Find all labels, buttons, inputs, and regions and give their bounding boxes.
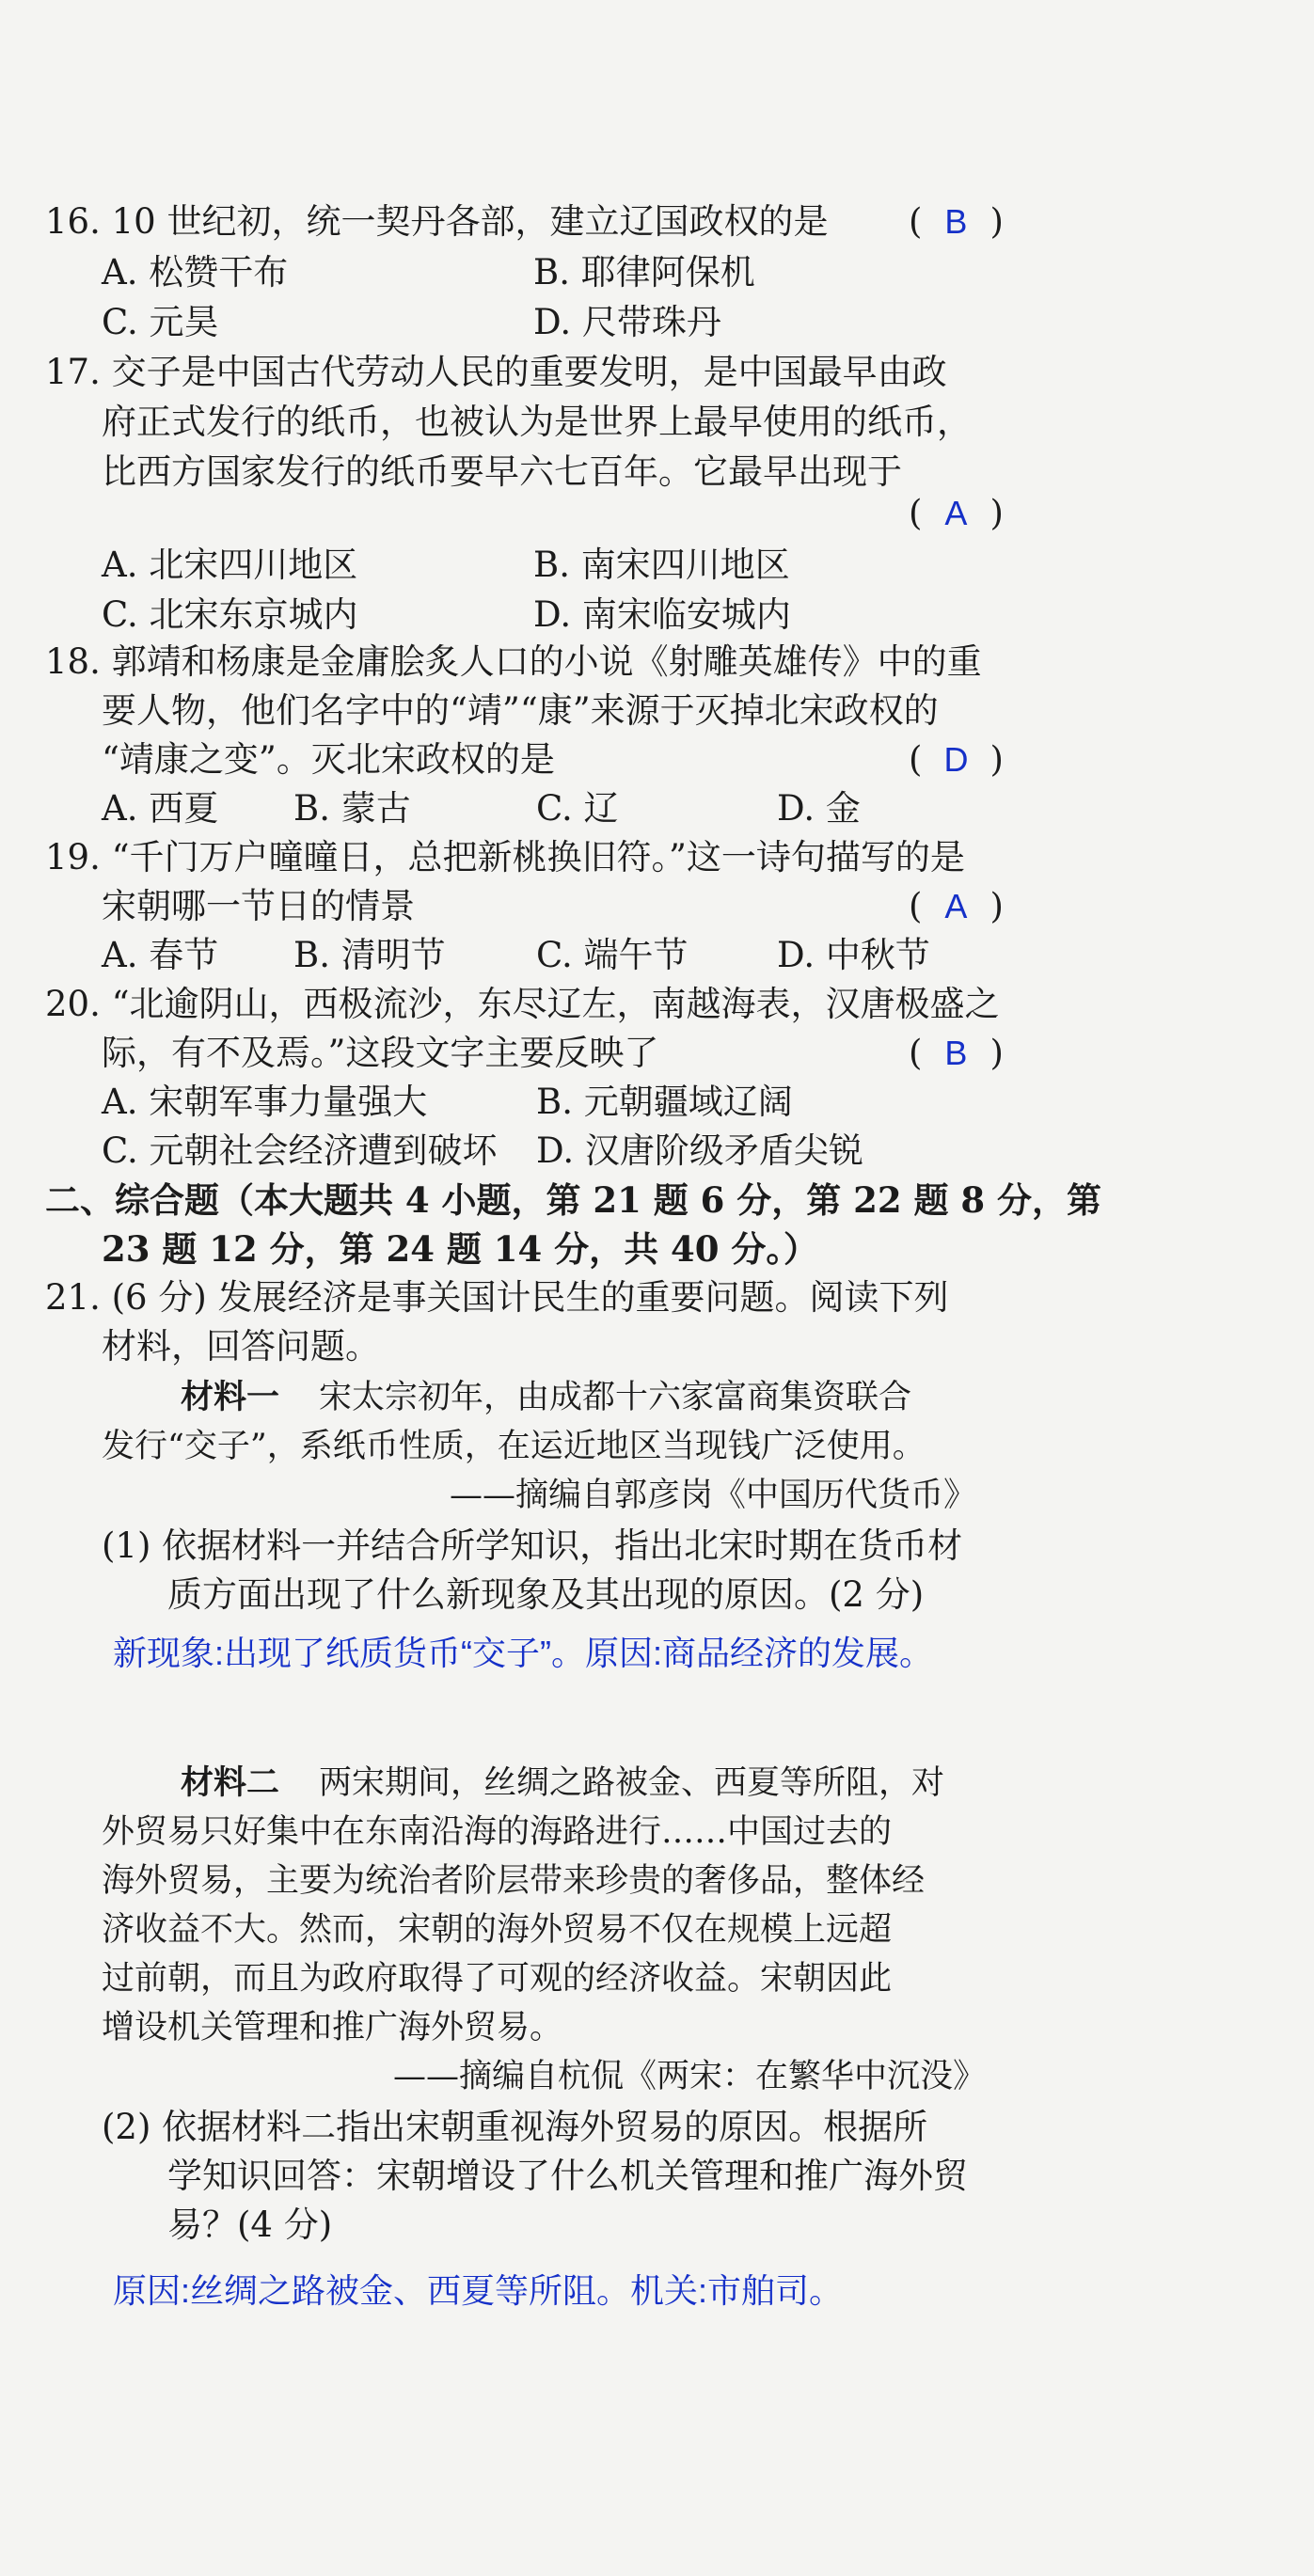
q18-stem-line3: “靖康之变”。灭北宋政权的是 <box>102 739 555 780</box>
q20-option-c: C. 元朝社会经济遭到破坏 <box>102 1130 498 1171</box>
q20-stem-line2: 际，有不及焉。”这段文字主要反映了 <box>102 1033 659 1073</box>
q19-option-a: A. 春节 <box>102 935 219 975</box>
q16-stem: 16. 10 世纪初，统一契丹各部，建立辽国政权的是 <box>45 201 829 242</box>
q19-option-d: D. 中秋节 <box>777 935 930 975</box>
q18-option-c: C. 辽 <box>536 788 619 829</box>
paren-close: ) <box>989 493 1004 533</box>
paren-close: ) <box>989 739 1004 780</box>
q17-stem-line3: 比西方国家发行的纸币要早六七百年。它最早出现于 <box>102 451 902 492</box>
paren-open: ( <box>909 739 923 780</box>
material2-source: ——摘编自杭侃《两宋：在繁华中沉没》 <box>393 2058 987 2095</box>
material2-text: 两宋期间，丝绸之路被金、西夏等所阻，对 <box>319 1764 945 1802</box>
material2-line6: 增设机关管理和推广海外贸易。 <box>102 2009 563 2047</box>
q16-option-a: A. 松赞干布 <box>102 252 289 292</box>
q21-sub1-line2: 质方面出现了什么新现象及其出现的原因。(2 分) <box>167 1574 925 1615</box>
q20-option-a: A. 宋朝军事力量强大 <box>102 1082 428 1122</box>
q17-option-c: C. 北宋东京城内 <box>102 594 358 635</box>
q19-stem-line2: 宋朝哪一节日的情景 <box>102 886 415 926</box>
q18-answer-slot <box>909 735 1004 784</box>
q21-sub1-line1: (1) 依据材料一并结合所学知识，指出北宋时期在货币材 <box>102 1525 963 1566</box>
q18-answer: D <box>943 740 969 779</box>
q19-option-c: C. 端午节 <box>536 935 689 975</box>
q21-sub2-line2: 学知识回答：宋朝增设了什么机关管理和推广海外贸 <box>167 2156 968 2196</box>
q20-option-b: B. 元朝疆域辽阔 <box>536 1082 793 1122</box>
q21-intro-line1: 21. (6 分) 发展经济是事关国计民生的重要问题。阅读下列 <box>45 1277 949 1318</box>
q17-answer: A <box>944 494 968 532</box>
q21-sub2-line1: (2) 依据材料二指出宋朝重视海外贸易的原因。根据所 <box>102 2107 928 2147</box>
q17-option-b: B. 南宋四川地区 <box>533 545 790 585</box>
paren-close: ) <box>989 1033 1004 1073</box>
q18-option-b: B. 蒙古 <box>293 788 411 829</box>
paren-open: ( <box>909 201 923 242</box>
q20-option-d: D. 汉唐阶级矛盾尖锐 <box>536 1130 863 1171</box>
q17-stem-line2: 府正式发行的纸币，也被认为是世界上最早使用的纸币， <box>102 402 972 442</box>
paren-open: ( <box>909 886 923 926</box>
paren-open: ( <box>909 493 923 533</box>
q16-answer-slot <box>909 198 1004 246</box>
q18-option-a: A. 西夏 <box>102 788 219 829</box>
material1-line2: 发行“交子”，系纸币性质，在运近地区当现钱广泛使用。 <box>102 1428 926 1465</box>
material2-line5: 过前朝，而且为政府取得了可观的经济收益。宋朝因此 <box>102 1960 893 1998</box>
q18-stem-line1: 18. 郭靖和杨康是金庸脍炙人口的小说《射雕英雄传》中的重 <box>45 641 982 682</box>
q19-answer: A <box>944 887 968 925</box>
material2-line1 <box>181 1759 944 1808</box>
q17-stem-line1: 17. 交子是中国古代劳动人民的重要发明，是中国最早由政 <box>45 352 947 392</box>
q16-option-d: D. 尺带珠丹 <box>533 302 721 342</box>
material1-source: ——摘编自郭彦岗《中国历代货币》 <box>450 1477 977 1514</box>
material1-text: 宋太宗初年，由成都十六家富商集资联合 <box>319 1379 912 1416</box>
q18-stem-line2: 要人物，他们名字中的“靖”“康”来源于灭掉北宋政权的 <box>102 690 939 731</box>
q18-option-d: D. 金 <box>777 788 861 829</box>
material1-line1 <box>181 1373 911 1422</box>
q19-option-b: B. 清明节 <box>293 935 446 975</box>
q16-option-c: C. 元昊 <box>102 302 219 342</box>
q16-option-b: B. 耶律阿保机 <box>533 252 755 292</box>
material2-label: 材料二 <box>181 1763 280 1802</box>
q20-stem-line1: 20. “北逾阴山，西极流沙，东尽辽左，南越海表，汉唐极盛之 <box>45 984 1000 1024</box>
material2-line2: 外贸易只好集中在东南沿海的海路进行……中国过去的 <box>102 1813 893 1851</box>
paren-open: ( <box>909 1033 923 1073</box>
q19-answer-slot <box>909 882 1004 931</box>
section2-title-line2: 23 题 12 分，第 24 题 14 分，共 40 分。） <box>102 1228 818 1270</box>
material2-line4: 济收益不大。然而，宋朝的海外贸易不仅在规模上远超 <box>102 1911 893 1949</box>
q17-option-d: D. 南宋临安城内 <box>533 594 791 635</box>
q21-sub2-line3: 易？(4 分) <box>167 2205 333 2245</box>
q19-stem-line1: 19. “千门万户曈曈日，总把新桃换旧符。”这一诗句描写的是 <box>45 837 965 877</box>
q20-answer: B <box>944 1034 968 1072</box>
q17-option-a: A. 北宋四川地区 <box>102 545 358 585</box>
q20-answer-slot <box>909 1029 1004 1078</box>
q21-answer1: 新现象:出现了纸质货币“交子”。原因:商品经济的发展。 <box>113 1634 933 1672</box>
q21-intro-line2: 材料，回答问题。 <box>102 1326 380 1367</box>
q16-answer: B <box>944 202 968 241</box>
q21-answer2: 原因:丝绸之路被金、西夏等所阻。机关:市舶司。 <box>113 2271 844 2310</box>
paren-close: ) <box>989 886 1004 926</box>
material1-label: 材料一 <box>181 1378 280 1416</box>
section2-title-line1: 二、综合题（本大题共 4 小题，第 21 题 6 分，第 22 题 8 分，第 <box>45 1179 1102 1221</box>
q17-answer-slot <box>909 489 1004 538</box>
paren-close: ) <box>989 201 1004 242</box>
material2-line3: 海外贸易，主要为统治者阶层带来珍贵的奢侈品，整体经 <box>102 1862 926 1900</box>
